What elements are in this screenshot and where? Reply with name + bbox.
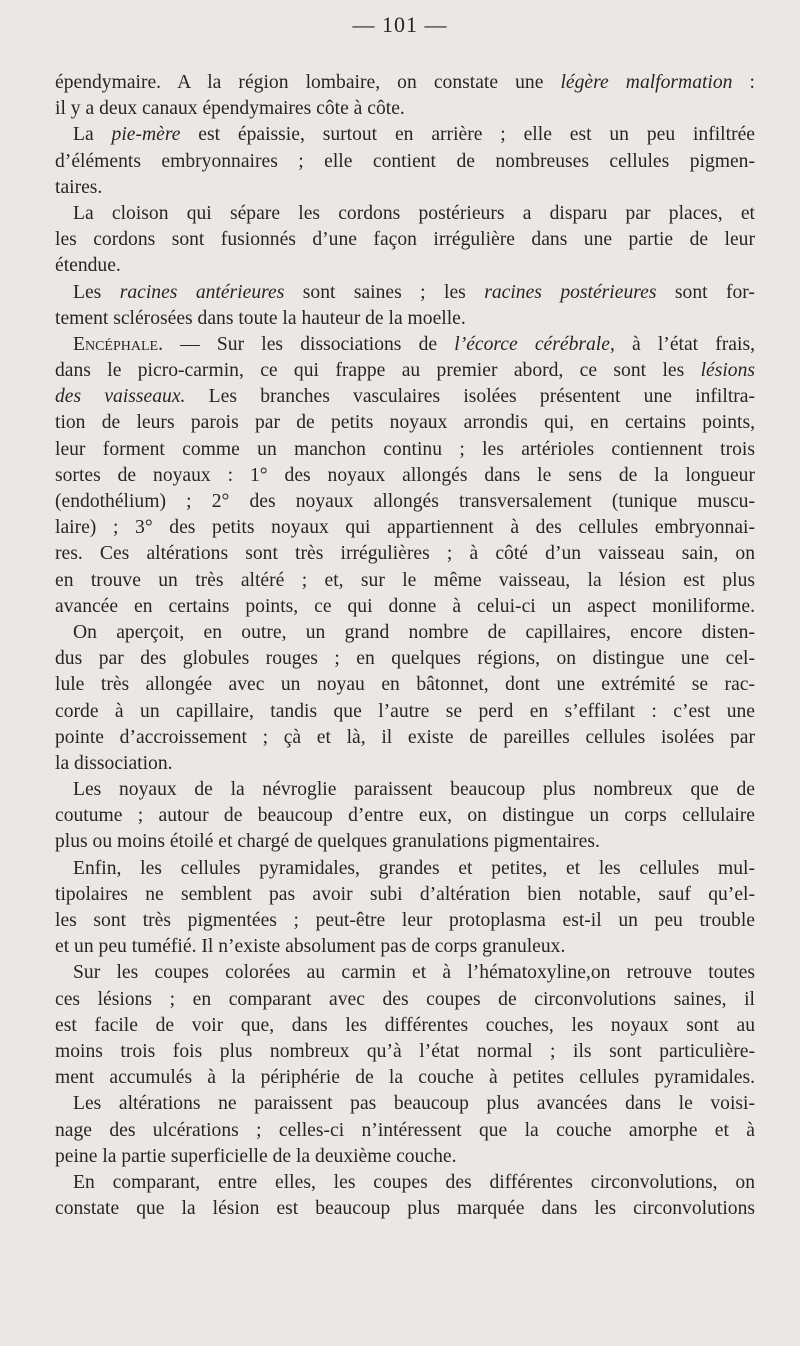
text-line	[55, 1144, 755, 1170]
text-segment: pointe d’accroissement ; çà et là, il existe de pareilles cellules isolées par	[55, 726, 755, 748]
text-line	[55, 987, 755, 1013]
text-line	[55, 70, 755, 96]
text-segment: Enfin, les cellules pyramidales, grandes et petites, et les cellules mul-	[73, 857, 755, 879]
italic-text: lésions	[700, 360, 755, 382]
text-segment: plus ou moins étoilé et chargé de quelques granulations pigmentaires.	[55, 831, 600, 853]
text-segment: leur forment comme un manchon continu ; les artérioles contiennent trois	[55, 438, 755, 460]
text-segment: corde à un capillaire, tandis que l’autre se perd en s’effilant : c’est une	[55, 700, 755, 722]
text-line	[55, 227, 755, 253]
text-segment: tipolaires ne semblent pas avoir subi d’altération bien notable, sauf qu’el-	[55, 883, 755, 905]
text-line	[55, 646, 755, 672]
text-line	[55, 541, 755, 567]
text-segment: — Sur les dissociations de	[162, 333, 455, 355]
text-segment: taires.	[55, 176, 103, 198]
text-segment: est facile de voir que, dans les différentes couches, les noyaux sont au	[55, 1014, 755, 1036]
text-segment: Les noyaux de la névroglie paraissent beaucoup plus nombreux que de	[73, 779, 755, 801]
text-segment: sont saines ; les	[284, 281, 485, 303]
text-segment: (endothélium) ; 2° des noyaux allongés transversalement (tunique muscu-	[55, 491, 755, 512]
text-line	[55, 1013, 755, 1039]
text-segment: d’éléments embryonnaires ; elle contient de nombreuses cellules pigmen-	[55, 150, 755, 172]
text-line	[55, 856, 755, 882]
text-line	[55, 384, 755, 410]
page-number: — 101 —	[352, 12, 448, 37]
text-segment: Sur les coupes colorées au carmin et à l’hématoxyline,on retrouve toutes	[73, 962, 755, 984]
text-segment: La	[73, 124, 112, 146]
body-text	[55, 70, 755, 1222]
text-segment: et un peu tuméfié. Il n’existe absolument pas de corps granuleux.	[55, 936, 566, 958]
text-segment: res. Ces altérations sont très irrégulières ; à côté d’un vaisseau sain, on	[55, 543, 755, 565]
text-line	[55, 1196, 755, 1222]
text-segment: Les branches vasculaires isolées présentent une infiltra-	[185, 386, 755, 408]
text-segment: :	[732, 72, 755, 93]
text-line	[55, 699, 755, 725]
text-line	[55, 908, 755, 934]
text-line	[55, 122, 755, 148]
text-line	[55, 1118, 755, 1144]
text-line	[55, 594, 755, 620]
text-segment: les cordons sont fusionnés d’une façon irrégulière dans une partie de leur	[55, 229, 755, 251]
text-segment: moins trois fois plus nombreux qu’à l’état normal ; ils sont particulière-	[55, 1040, 755, 1062]
text-segment: On aperçoit, en outre, un grand nombre de capillaires, encore disten-	[73, 621, 755, 643]
text-segment: nage des ulcérations ; celles-ci n’intéressent que la couche amorphe et à	[55, 1119, 755, 1141]
text-segment: dus par des globules rouges ; en quelques régions, on distingue une cel-	[55, 648, 755, 670]
text-line	[55, 96, 755, 122]
text-segment: peine la partie superficielle de la deuxième couche.	[55, 1145, 457, 1167]
italic-text: racines antérieures	[119, 281, 285, 303]
text-line	[55, 829, 755, 855]
text-segment: il y a deux canaux épendymaires côte à côte.	[55, 98, 405, 120]
text-segment: laire) ; 3° des petits noyaux qui appartiennent à des cellules embryonnai-	[55, 517, 755, 539]
text-line	[55, 410, 755, 436]
text-line	[55, 1091, 755, 1117]
text-segment: Les	[73, 281, 120, 303]
text-line	[55, 960, 755, 986]
text-line	[55, 1170, 755, 1196]
text-line	[55, 515, 755, 541]
text-segment: sont for-	[656, 281, 755, 303]
text-segment: étendue.	[55, 255, 121, 277]
text-segment: lule très allongée avec un noyau en bâtonnet, dont une extrémité se rac-	[55, 674, 755, 696]
text-line	[55, 777, 755, 803]
text-line	[55, 489, 755, 515]
text-line	[55, 332, 755, 358]
text-segment: épendymaire. A la région lombaire, on constate une	[55, 72, 561, 93]
text-line	[55, 463, 755, 489]
italic-text: des vaisseaux.	[55, 386, 186, 408]
text-segment: tement sclérosées dans toute la hauteur de la moelle.	[55, 307, 466, 329]
text-segment: En comparant, entre elles, les coupes des différentes circonvolutions, on	[73, 1171, 755, 1193]
text-segment: Les altérations ne paraissent pas beaucoup plus avancées dans le voisi-	[73, 1093, 755, 1115]
text-segment: ces lésions ; en comparant avec des coupes de circonvolutions saines, il	[55, 988, 755, 1010]
text-segment: avancée en certains points, ce qui donne à celui-ci un aspect moniliforme.	[55, 595, 755, 617]
text-line	[55, 672, 755, 698]
small-caps-heading: Encéphale.	[73, 333, 163, 355]
italic-text: racines postérieures	[484, 281, 657, 303]
text-segment: constate que la lésion est beaucoup plus marquée dans les circonvolutions	[55, 1198, 755, 1220]
text-segment: ment accumulés à la périphérie de la couche à petites cellules pyramidales.	[55, 1067, 755, 1089]
text-segment: dans le picro-carmin, ce qui frappe au premier abord, ce sont les	[55, 360, 701, 382]
text-segment: en trouve un très altéré ; et, sur le même vaisseau, la lésion est plus	[55, 569, 755, 591]
text-line	[55, 1039, 755, 1065]
text-segment: coutume ; autour de beaucoup d’entre eux, on distingue un corps cellulaire	[55, 805, 755, 827]
text-segment: tion de leurs parois par de petits noyaux arrondis qui, en certains points,	[55, 412, 755, 434]
text-line	[55, 175, 755, 201]
text-line	[55, 253, 755, 279]
italic-text: l’écorce cérébrale	[454, 333, 610, 355]
text-line	[55, 358, 755, 384]
text-line	[55, 751, 755, 777]
italic-text: légère malformation	[560, 72, 733, 93]
text-line	[55, 620, 755, 646]
text-segment: les sont très pigmentées ; peut-être leur protoplasma est-il un peu trouble	[55, 910, 755, 931]
text-line	[55, 306, 755, 332]
text-line	[55, 934, 755, 960]
text-segment: La cloison qui sépare les cordons postérieurs a disparu par places, et	[73, 202, 755, 224]
text-line	[55, 437, 755, 463]
text-line	[55, 882, 755, 908]
text-line	[55, 280, 755, 306]
text-segment: la dissociation.	[55, 752, 173, 774]
text-line	[55, 201, 755, 227]
text-line	[55, 568, 755, 594]
text-line	[55, 149, 755, 175]
text-segment: sortes de noyaux : 1° des noyaux allongés dans le sens de la longueur	[55, 464, 755, 486]
text-line	[55, 803, 755, 829]
text-segment: , à l’état frais,	[609, 333, 755, 355]
text-line	[55, 725, 755, 751]
text-line	[55, 1065, 755, 1091]
text-segment: est épaissie, surtout en arrière ; elle est un peu infiltrée	[180, 124, 755, 146]
italic-text: pie-mère	[111, 124, 181, 146]
